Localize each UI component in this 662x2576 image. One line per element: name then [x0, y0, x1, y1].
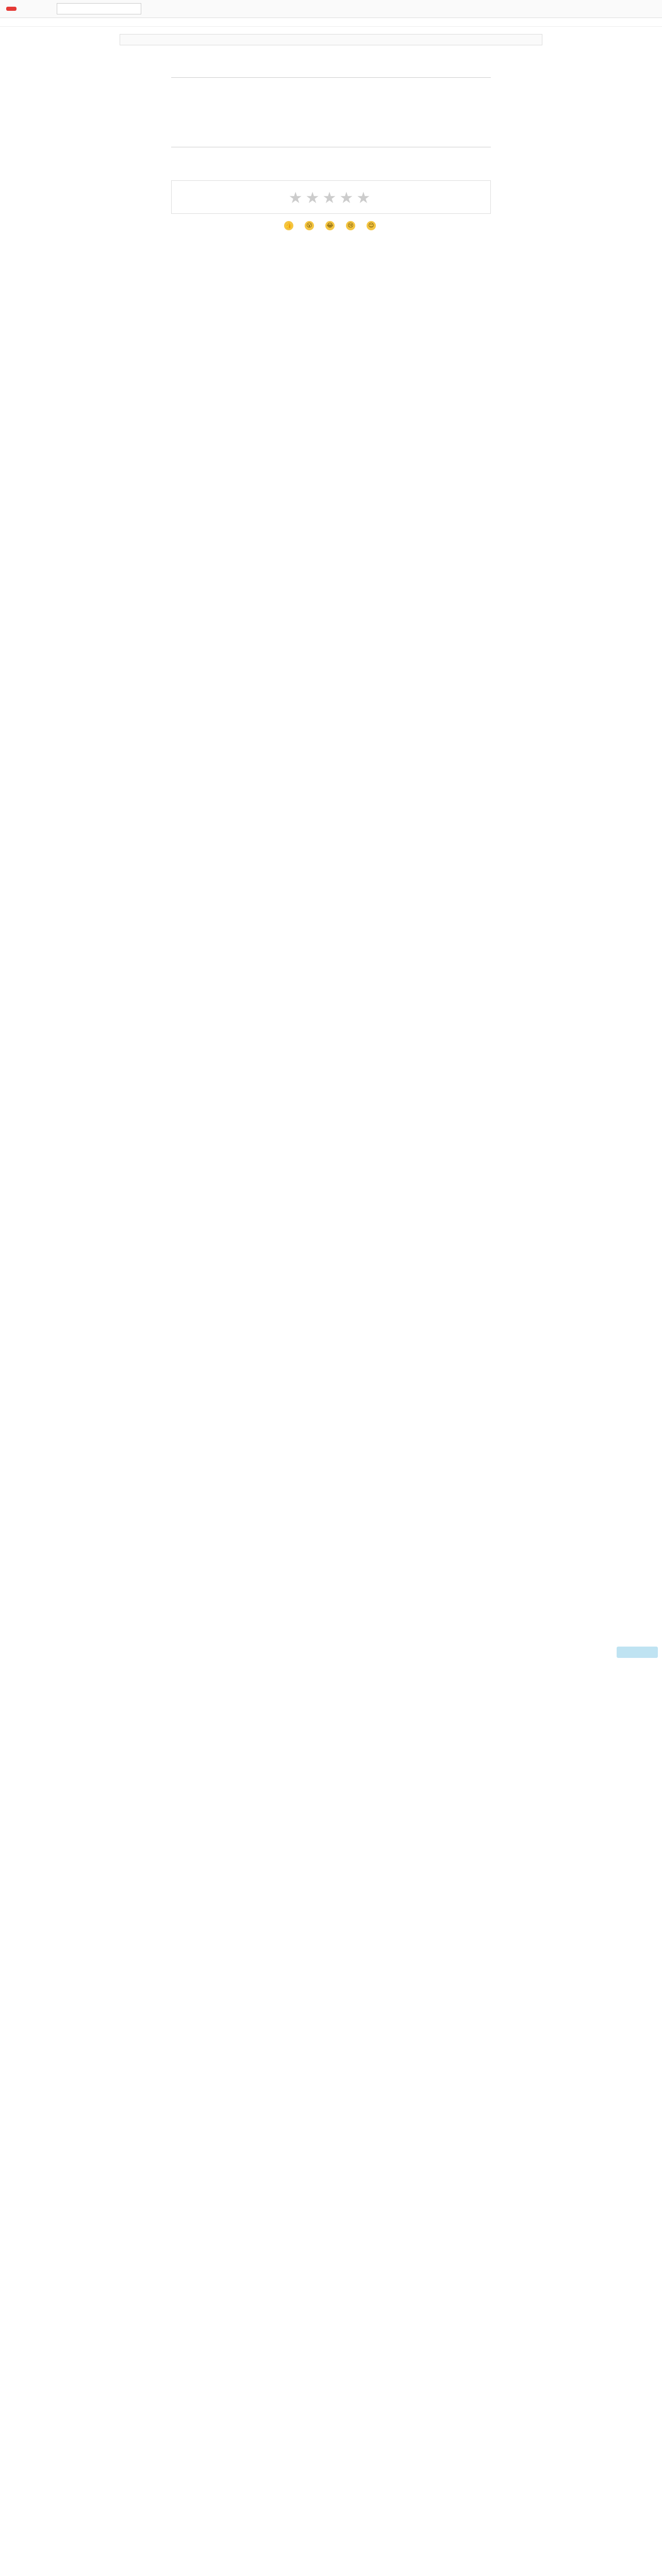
reaction-button[interactable] — [325, 221, 337, 230]
episode-body — [171, 81, 491, 110]
reaction-icon: 😂 — [325, 221, 335, 230]
series-header — [120, 34, 542, 55]
episode-main — [171, 66, 491, 240]
episode-body-part2 — [171, 110, 491, 144]
reaction-button[interactable] — [284, 221, 295, 230]
reaction-icon: 👍 — [284, 221, 293, 230]
reaction-list — [171, 221, 491, 230]
login-button[interactable] — [6, 7, 16, 11]
notice-banner — [0, 18, 662, 27]
nav-search[interactable] — [32, 6, 41, 11]
search-input[interactable] — [57, 3, 141, 14]
star-rating[interactable]: ★★★★★ — [288, 189, 374, 207]
episode-lead — [171, 66, 491, 74]
rating-panel — [171, 180, 491, 214]
nav-works[interactable] — [20, 6, 29, 11]
reaction-button[interactable] — [346, 221, 357, 230]
reaction-icon: 😮 — [305, 221, 314, 230]
reaction-icon: 😊 — [367, 221, 376, 230]
reaction-icon: 😢 — [346, 221, 355, 230]
recommend-box — [120, 34, 542, 45]
reaction-button[interactable] — [305, 221, 316, 230]
nav-review[interactable] — [44, 6, 54, 11]
divider — [171, 77, 491, 78]
reaction-button[interactable] — [367, 221, 378, 230]
top-bar — [0, 0, 662, 18]
footnotes — [171, 150, 491, 176]
side-button[interactable] — [617, 1647, 658, 1658]
